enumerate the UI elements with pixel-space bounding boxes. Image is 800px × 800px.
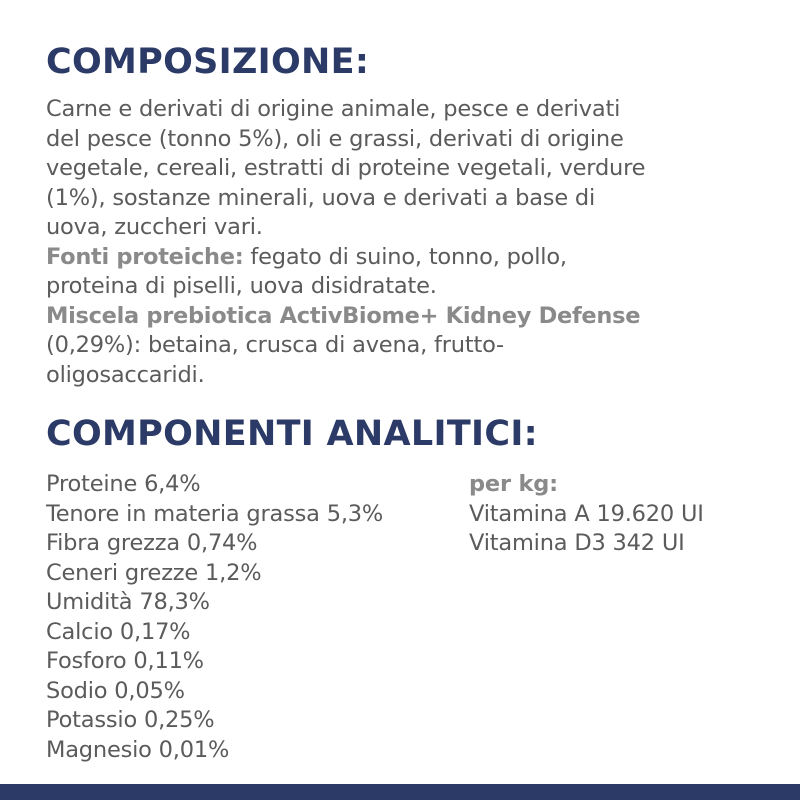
analytic-item: Proteine 6,4% bbox=[46, 471, 201, 497]
analytic-item: Calcio 0,17% bbox=[46, 618, 191, 645]
bottom-bar bbox=[0, 784, 800, 800]
vitamins-list bbox=[469, 470, 704, 559]
protein-sources-text: fegato di suino, tonno, pollo, bbox=[243, 243, 567, 270]
analytic-item: Potassio 0,25% bbox=[46, 707, 215, 733]
vitamin-item: Vitamina D3 342 UI bbox=[469, 530, 685, 556]
vitamin-item: Vitamina A 19.620 UI bbox=[469, 500, 704, 527]
prebiotic-text: (0,29%): betaina, crusca di avena, frutto- bbox=[46, 332, 504, 358]
composition-text bbox=[46, 95, 786, 390]
protein-sources-line bbox=[46, 243, 786, 273]
prebiotic-label: Miscela prebiotica ActivBiome+ Kidney Defense bbox=[46, 302, 641, 329]
analytic-item: Ceneri grezze 1,2% bbox=[46, 559, 262, 586]
analytic-item: Sodio 0,05% bbox=[46, 677, 185, 704]
composition-line: uova, zuccheri vari. bbox=[46, 214, 263, 240]
analytic-item: Tenore in materia grassa 5,3% bbox=[46, 500, 384, 527]
analytic-item: Fosforo 0,11% bbox=[46, 648, 204, 674]
per-kg-label: per kg: bbox=[469, 471, 558, 497]
composition-line: Carne e derivati di origine animale, pesce e derivati bbox=[46, 96, 621, 122]
analytic-item: Fibra grezza 0,74% bbox=[46, 530, 258, 556]
composition-line: vegetale, cereali, estratti di proteine vegetali, verdure bbox=[46, 155, 646, 181]
analytic-item: Magnesio 0,01% bbox=[46, 736, 230, 763]
protein-sources-label: Fonti proteiche: bbox=[46, 243, 244, 270]
composition-line: (1%), sostanze minerali, uova e derivati a base di bbox=[46, 184, 596, 211]
composition-line: del pesce (tonno 5%), oli e grassi, derivati di origine bbox=[46, 125, 624, 152]
protein-sources-text-2: proteina di piselli, uova disidratate. bbox=[46, 273, 437, 299]
analytics-list bbox=[46, 470, 383, 765]
prebiotic-line bbox=[46, 302, 786, 332]
composition-title: COMPOSIZIONE: bbox=[46, 42, 370, 82]
analytic-item: Umidità 78,3% bbox=[46, 589, 210, 615]
analytics-title: COMPONENTI ANALITICI: bbox=[46, 414, 538, 454]
prebiotic-text-2: oligosaccaridi. bbox=[46, 361, 205, 388]
